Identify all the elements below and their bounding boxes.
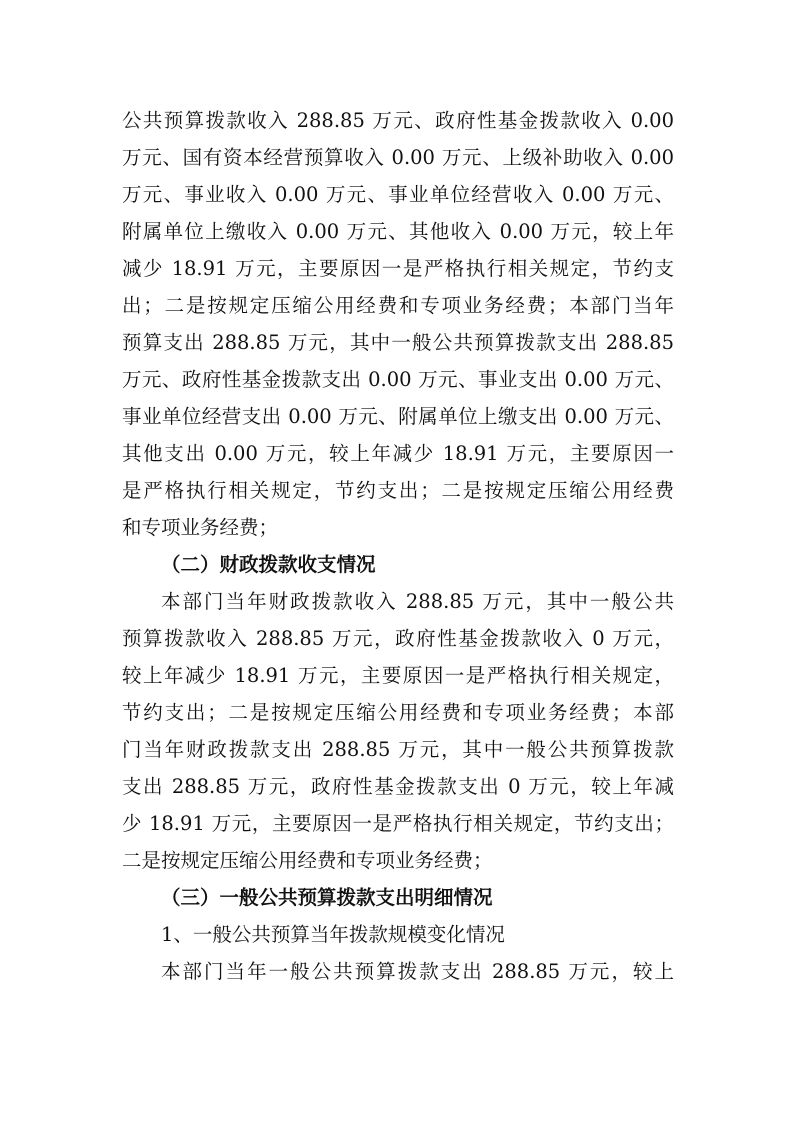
- paragraph-line: 少 18.91 万元，主要原因一是严格执行相关规定，节约支出；: [122, 812, 674, 835]
- section-heading-general-budget-detail: （三）一般公共预算拨款支出明细情况: [161, 886, 493, 909]
- paragraph-line: 事业单位经营支出 0.00 万元、附属单位上缴支出 0.00 万元、: [122, 405, 674, 428]
- section-heading-fiscal-appropriation: （二）财政拨款收支情况: [161, 553, 376, 576]
- paragraph-line: 万元、事业收入 0.00 万元、事业单位经营收入 0.00 万元、: [122, 183, 674, 206]
- paragraph-line: 二是按规定压缩公用经费和专项业务经费；: [122, 849, 493, 872]
- paragraph-line: 门当年财政拨款支出 288.85 万元，其中一般公共预算拨款: [122, 738, 674, 761]
- paragraph-line: 预算支出 288.85 万元，其中一般公共预算拨款支出 288.85: [122, 331, 674, 354]
- paragraph-line: 万元、国有资本经营预算收入 0.00 万元、上级补助收入 0.00: [122, 146, 674, 169]
- paragraph-line: 公共预算拨款收入 288.85 万元、政府性基金拨款收入 0.00: [122, 109, 674, 132]
- paragraph-line: 万元、政府性基金拨款支出 0.00 万元、事业支出 0.00 万元、: [122, 368, 674, 391]
- paragraph-line: 和专项业务经费；: [122, 516, 279, 539]
- paragraph-line: 其他支出 0.00 万元，较上年减少 18.91 万元，主要原因一: [122, 442, 674, 465]
- paragraph-line: 附属单位上缴收入 0.00 万元、其他收入 0.00 万元，较上年: [122, 220, 674, 243]
- paragraph-line: 支出 288.85 万元，政府性基金拨款支出 0 万元，较上年减: [122, 775, 674, 798]
- paragraph-line: 节约支出；二是按规定压缩公用经费和专项业务经费；本部: [122, 701, 674, 724]
- paragraph-line: 较上年减少 18.91 万元，主要原因一是严格执行相关规定，: [122, 664, 674, 687]
- paragraph-line: 本部门当年一般公共预算拨款支出 288.85 万元，较上: [161, 960, 674, 983]
- paragraph-line: 出；二是按规定压缩公用经费和专项业务经费；本部门当年: [122, 294, 674, 317]
- paragraph-line: 是严格执行相关规定，节约支出；二是按规定压缩公用经费: [122, 479, 674, 502]
- paragraph-line: 减少 18.91 万元，主要原因一是严格执行相关规定，节约支: [122, 257, 674, 280]
- paragraph-line: 本部门当年财政拨款收入 288.85 万元，其中一般公共: [161, 590, 674, 613]
- paragraph-line: 预算拨款收入 288.85 万元，政府性基金拨款收入 0 万元，: [122, 627, 674, 650]
- subsection-heading: 1、一般公共预算当年拨款规模变化情况: [161, 923, 505, 946]
